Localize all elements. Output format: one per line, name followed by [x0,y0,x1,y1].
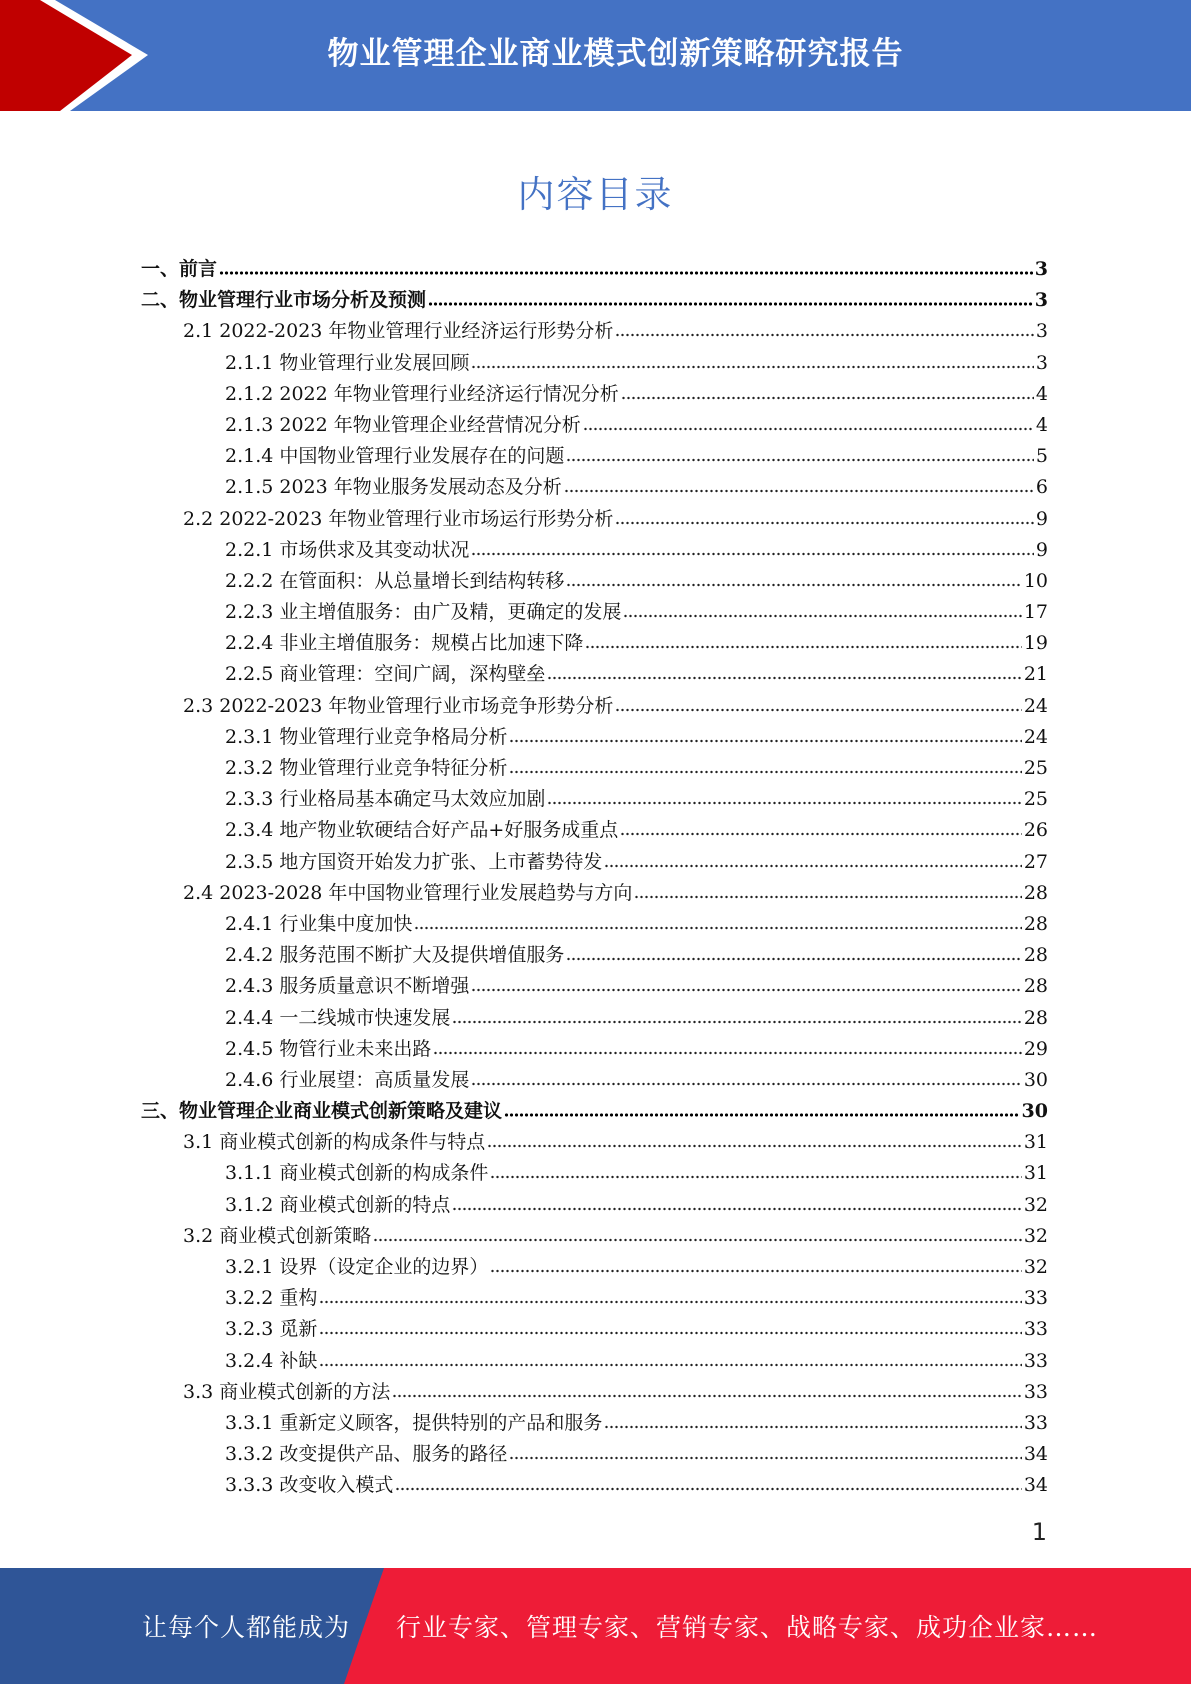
toc-entry-title: 3.1 商业模式创新的构成条件与特点 [183,1131,486,1154]
toc-entry-page: 28 [1023,975,1048,998]
toc-entry[interactable] [141,1127,1048,1158]
toc-dot-leader [583,412,1034,431]
toc-dot-leader [428,287,1033,306]
toc-entry[interactable] [141,691,1048,722]
toc-entry-title: 3.1.2 商业模式创新的特点 [225,1193,451,1216]
toc-entry[interactable] [141,504,1048,535]
toc-dot-leader [452,1005,1021,1024]
toc-entry-title: 2.4.3 服务质量意识不断增强 [225,975,470,998]
toc-entry-page: 24 [1023,694,1048,717]
toc-entry[interactable] [141,285,1048,316]
toc-entry-title: 3.2 商业模式创新策略 [183,1224,372,1247]
toc-entry[interactable] [141,971,1048,1002]
toc-entry-title: 3.3.2 改变提供产品、服务的路径 [225,1443,508,1466]
toc-entry-title: 2.1.5 2023 年物业服务发展动态及分析 [225,476,562,499]
toc-entry[interactable] [141,379,1048,410]
toc-entry-title: 2.3.4 地产物业软硬结合好产品+好服务成重点 [225,819,619,842]
toc-entry-page: 28 [1023,1006,1048,1029]
toc-dot-leader [547,661,1021,680]
toc-entry-title: 2.2.2 在管面积：从总量增长到结构转移 [225,569,565,592]
toc-dot-leader [615,506,1033,525]
toc-entry-page: 25 [1023,757,1048,779]
toc-entry-page: 32 [1023,1256,1048,1278]
toc-entry[interactable] [141,254,1048,285]
toc-entry[interactable] [141,1346,1048,1377]
toc-entry[interactable] [141,441,1048,472]
toc-entry-page: 9 [1035,538,1048,561]
footer-band [0,1568,1191,1684]
toc-entry[interactable] [141,628,1048,659]
toc-entry[interactable] [141,815,1048,846]
toc-entry-page: 30 [1023,1068,1048,1091]
toc-entry[interactable] [141,1096,1048,1127]
toc-entry[interactable] [141,1252,1048,1283]
toc-dot-leader [373,1223,1022,1242]
toc-entry-page: 27 [1023,850,1048,873]
toc-entry-page: 3 [1034,258,1048,280]
report-title: 物业管理企业商业模式创新策略研究报告 [327,35,904,72]
toc-entry-title: 2.4.6 行业展望：高质量发展 [225,1068,470,1091]
toc-entry-page: 33 [1023,1411,1048,1434]
toc-dot-leader [585,630,1021,649]
toc-entry-page: 10 [1023,569,1048,592]
toc-entry-title: 2.2.3 业主增值服务：由广及精，更确定的发展 [225,601,622,624]
toc-entry[interactable] [141,410,1048,441]
toc-entry-page: 24 [1023,725,1048,748]
toc-entry[interactable] [141,566,1048,597]
toc-entry[interactable] [141,1470,1048,1501]
toc-entry[interactable] [141,1065,1048,1096]
toc-dot-leader [414,911,1021,930]
toc-entry-title: 2.2.5 商业管理：空间广阔，深构壁垒 [225,663,546,686]
toc-entry-title: 2.3.2 物业管理行业竞争特征分析 [225,757,508,779]
toc-dot-leader [219,256,1033,275]
toc-entry-title: 2.4.2 服务范围不断扩大及提供增值服务 [225,944,565,967]
toc-dot-leader [452,1192,1021,1211]
toc-dot-leader [547,786,1021,805]
toc-entry-page: 3 [1034,289,1048,312]
toc-entry-page: 33 [1023,1349,1048,1372]
toc-dot-leader [566,443,1034,462]
toc-entry-page: 32 [1023,1224,1048,1247]
toc-entry-page: 25 [1023,788,1048,811]
toc-dot-leader [487,1129,1022,1148]
toc-dot-leader [471,973,1021,992]
toc-entry-title: 二、物业管理行业市场分析及预测 [141,289,427,312]
toc-dot-leader [433,1036,1021,1055]
toc-entry-title: 2.1 2022-2023 年物业管理行业经济运行形势分析 [183,320,614,343]
toc-entry-title: 2.1.1 物业管理行业发展回顾 [225,351,470,374]
toc-dot-leader [566,568,1021,587]
toc-entry-title: 2.1.2 2022 年物业管理行业经济运行情况分析 [225,382,619,405]
toc-entry-title: 3.2.3 觅新 [225,1318,318,1341]
footer-slogan-right: 行业专家、管理专家、营销专家、战略专家、成功企业家…… [396,1613,1099,1642]
toc-entry-page: 5 [1035,445,1048,468]
toc-entry[interactable] [141,1439,1048,1470]
toc-dot-leader [615,693,1021,712]
toc-entry-title: 3.2.1 设界（设定企业的边界） [225,1256,489,1278]
toc-dot-leader [504,1098,1020,1117]
toc-entry-title: 3.3.3 改变收入模式 [225,1474,394,1497]
toc-entry-title: 2.1.3 2022 年物业管理企业经营情况分析 [225,413,581,436]
toc-entry-page: 26 [1023,819,1048,842]
toc-entry-page: 3 [1035,351,1048,374]
toc-dot-leader [509,755,1021,774]
toc-entry-title: 三、物业管理企业商业模式创新策略及建议 [141,1100,503,1123]
toc-dot-leader [319,1316,1021,1335]
toc-entry[interactable] [141,1158,1048,1189]
toc-entry-page: 3 [1035,320,1048,343]
page-number: 1 [1031,1518,1047,1546]
toc-entry[interactable] [141,1408,1048,1439]
toc-dot-leader [621,381,1034,400]
toc-dot-leader [509,724,1021,743]
toc-dot-leader [392,1379,1022,1398]
toc-entry-page: 34 [1023,1443,1048,1466]
toc-dot-leader [604,1410,1021,1429]
toc-entry[interactable] [141,1283,1048,1314]
footer-slogan-left: 让每个人都能成为 [142,1613,351,1642]
toc-dot-leader [490,1160,1021,1179]
toc-entry-title: 2.4.4 一二线城市快速发展 [225,1006,451,1029]
toc-entry-page: 21 [1023,663,1048,686]
toc-entry-page: 33 [1023,1318,1048,1341]
toc-entry[interactable] [141,1034,1048,1065]
toc-entry-title: 2.2 2022-2023 年物业管理行业市场运行形势分析 [183,507,614,530]
toc-entry-page: 33 [1023,1380,1048,1403]
toc-dot-leader [566,942,1021,961]
toc-entry[interactable] [141,722,1048,753]
toc-entry[interactable] [141,535,1048,566]
toc-entry[interactable] [141,1377,1048,1408]
toc-entry[interactable] [141,659,1048,690]
toc-entry[interactable] [141,847,1048,878]
toc-entry-title: 2.2.1 市场供求及其变动状况 [225,538,470,561]
toc-dot-leader [490,1254,1021,1273]
toc-entry-page: 19 [1023,632,1048,655]
toc-entry-page: 17 [1023,601,1048,624]
toc-dot-leader [471,1067,1021,1086]
toc-entry[interactable] [141,316,1048,347]
toc-entry-page: 29 [1023,1037,1048,1060]
toc-entry[interactable] [141,909,1048,940]
toc-entry-page: 4 [1035,413,1048,436]
toc-entry-page: 31 [1023,1162,1048,1185]
toc-dot-leader [319,1285,1021,1304]
toc-entry[interactable] [141,597,1048,628]
toc-entry[interactable] [141,348,1048,379]
toc-entry[interactable] [141,878,1048,909]
toc-entry-title: 2.4.5 物管行业未来出路 [225,1037,432,1060]
toc-entry-page: 28 [1023,912,1048,935]
toc-entry-page: 34 [1023,1474,1048,1497]
toc-entry-title: 2.4 2023-2028 年中国物业管理行业发展趋势与方向 [183,881,633,904]
toc-entry[interactable] [141,784,1048,815]
toc-entry[interactable] [141,1190,1048,1221]
toc-entry[interactable] [141,472,1048,503]
header-band [0,0,1191,111]
toc-dot-leader [319,1348,1021,1367]
toc-dot-leader [509,1441,1021,1460]
toc-entry-title: 2.1.4 中国物业管理行业发展存在的问题 [225,445,565,468]
toc-entry-title: 3.3 商业模式创新的方法 [183,1380,391,1403]
toc-entry-page: 4 [1035,382,1048,405]
toc-entry-title: 2.4.1 行业集中度加快 [225,912,413,935]
toc-heading: 内容目录 [517,173,674,216]
toc-entry-title: 2.3.3 行业格局基本确定马太效应加剧 [225,788,546,811]
toc-entry-title: 一、前言 [141,258,218,280]
toc-dot-leader [623,599,1021,618]
toc-entry[interactable] [141,1314,1048,1345]
toc-dot-leader [615,318,1033,337]
toc-dot-leader [620,817,1022,836]
toc-entry-page: 31 [1023,1131,1048,1154]
toc-entry-page: 6 [1035,476,1048,499]
toc-entry-page: 28 [1023,881,1048,904]
toc-entry-page: 32 [1023,1193,1048,1216]
toc-entry-title: 2.2.4 非业主增值服务：规模占比加速下降 [225,632,584,655]
toc-dot-leader [471,537,1034,556]
toc-entry[interactable] [141,753,1048,784]
toc-entry-title: 2.3.5 地方国资开始发力扩张、上市蓄势待发 [225,850,603,873]
toc-entry-title: 2.3 2022-2023 年物业管理行业市场竞争形势分析 [183,694,614,717]
toc-dot-leader [564,474,1034,493]
toc-entry-page: 28 [1023,944,1048,967]
toc-entry-page: 33 [1023,1287,1048,1310]
toc-entry-title: 3.2.4 补缺 [225,1349,318,1372]
toc-dot-leader [634,880,1021,899]
toc-entry-title: 2.3.1 物业管理行业竞争格局分析 [225,725,508,748]
toc-entry[interactable] [141,940,1048,971]
toc-dot-leader [604,849,1021,868]
toc-entry-page: 9 [1035,507,1048,530]
toc-entry[interactable] [141,1221,1048,1252]
toc-dot-leader [471,350,1034,369]
toc-entry[interactable] [141,1003,1048,1034]
toc-entry-title: 3.2.2 重构 [225,1287,318,1310]
toc-entry-title: 3.1.1 商业模式创新的构成条件 [225,1162,489,1185]
toc-entry-title: 3.3.1 重新定义顾客，提供特别的产品和服务 [225,1411,603,1434]
toc-dot-leader [395,1472,1021,1491]
table-of-contents [141,254,1048,1502]
toc-entry-page: 30 [1021,1100,1048,1123]
